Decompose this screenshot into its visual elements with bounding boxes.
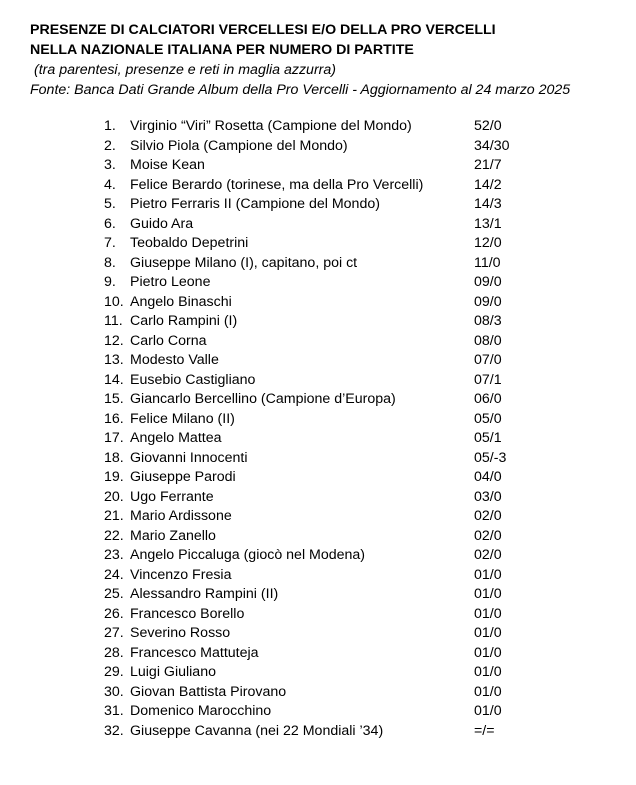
list-item xyxy=(0,137,636,157)
player-rank: 22. xyxy=(104,527,124,544)
player-rank: 10. xyxy=(104,293,124,310)
player-stats: 21/7 xyxy=(474,157,502,173)
player-stats: 05/1 xyxy=(474,430,502,446)
player-stats: 12/0 xyxy=(474,235,502,251)
player-name: Carlo Corna xyxy=(130,332,207,349)
list-item xyxy=(0,156,636,176)
player-name: Giovan Battista Pirovano xyxy=(130,683,287,700)
list-item xyxy=(0,683,636,703)
source-line: Fonte: Banca Dati Grande Album della Pro Vercelli - Aggiornamento al 24 marzo 2025 xyxy=(30,82,571,98)
list-item xyxy=(0,293,636,313)
player-rank: 21. xyxy=(104,508,124,524)
list-item xyxy=(0,117,636,137)
player-name: Giancarlo Bercellino (Campione d’Europa) xyxy=(130,391,396,407)
list-item xyxy=(0,234,636,254)
player-stats: 07/0 xyxy=(474,352,502,368)
player-rank: 3. xyxy=(104,157,116,173)
player-name: Giuseppe Milano (I), capitano, poi ct xyxy=(130,254,358,271)
player-rank: 19. xyxy=(104,469,124,485)
list-item xyxy=(0,332,636,352)
player-stats: 01/0 xyxy=(474,625,502,641)
player-rank: 5. xyxy=(104,196,116,212)
list-item xyxy=(0,312,636,332)
player-stats: 05/-3 xyxy=(474,449,507,466)
list-item xyxy=(0,702,636,722)
player-rank: 1. xyxy=(104,118,116,134)
title-line-1: PRESENZE DI CALCIATORI VERCELLESI E/O DELLA PRO VERCELLI xyxy=(30,22,496,38)
player-stats: 02/0 xyxy=(474,508,502,524)
player-name: Severino Rosso xyxy=(130,625,231,641)
player-rank: 17. xyxy=(104,430,124,446)
player-rank: 6. xyxy=(104,215,116,232)
player-name: Virginio “Viri” Rosetta (Campione del Mondo) xyxy=(130,118,412,134)
player-name: Mario Ardissone xyxy=(130,508,232,524)
player-stats: 01/0 xyxy=(474,664,502,680)
player-stats: 02/0 xyxy=(474,527,502,544)
player-name: Vincenzo Fresia xyxy=(130,566,232,583)
list-item xyxy=(0,605,636,625)
player-stats: 01/0 xyxy=(474,644,502,661)
player-rank: 11. xyxy=(104,313,123,329)
list-item xyxy=(0,566,636,586)
player-rank: 18. xyxy=(104,449,124,466)
player-rank: 14. xyxy=(104,371,124,388)
player-name: Pietro Leone xyxy=(130,274,211,290)
list-item xyxy=(0,273,636,293)
player-stats: 14/3 xyxy=(474,196,502,212)
player-stats: 08/0 xyxy=(474,332,502,349)
player-name: Mario Zanello xyxy=(130,527,216,544)
list-item xyxy=(0,488,636,508)
player-rank: 16. xyxy=(104,410,124,427)
player-stats: 52/0 xyxy=(474,118,502,134)
player-rank: 31. xyxy=(104,703,124,719)
list-item xyxy=(0,585,636,605)
player-name: Angelo Binaschi xyxy=(130,293,232,310)
player-rank: 13. xyxy=(104,352,124,368)
player-rank: 25. xyxy=(104,586,124,602)
player-rank: 20. xyxy=(104,488,124,505)
player-stats: 01/0 xyxy=(474,703,502,719)
player-rank: 15. xyxy=(104,391,124,407)
title-line-2: NELLA NAZIONALE ITALIANA PER NUMERO DI PARTITE xyxy=(30,42,414,58)
player-stats: 03/0 xyxy=(474,488,502,505)
player-name: Alessandro Rampini (II) xyxy=(130,586,279,602)
player-rank: 24. xyxy=(104,566,124,583)
player-rank: 26. xyxy=(104,605,124,622)
subtitle: (tra parentesi, presenze e reti in maglia azzurra) xyxy=(34,62,337,78)
list-item xyxy=(0,371,636,391)
player-stats: 01/0 xyxy=(474,605,502,622)
player-name: Modesto Valle xyxy=(130,352,219,368)
list-item xyxy=(0,410,636,430)
list-item xyxy=(0,195,636,215)
list-item xyxy=(0,215,636,235)
player-name: Carlo Rampini (I) xyxy=(130,313,238,329)
player-rank: 7. xyxy=(104,235,116,251)
player-name: Domenico Marocchino xyxy=(130,703,272,719)
player-name: Luigi Giuliano xyxy=(130,664,216,680)
player-stats: 01/0 xyxy=(474,566,502,583)
list-item xyxy=(0,722,636,742)
list-item xyxy=(0,390,636,410)
list-item xyxy=(0,468,636,488)
player-stats: 01/0 xyxy=(474,586,502,602)
player-name: Francesco Borello xyxy=(130,605,245,622)
player-name: Francesco Mattuteja xyxy=(130,644,259,661)
player-name: Felice Berardo (torinese, ma della Pro Vercelli) xyxy=(130,176,424,193)
players-list xyxy=(0,117,636,741)
list-item xyxy=(0,624,636,644)
player-stats: 09/0 xyxy=(474,293,502,310)
player-stats: 11/0 xyxy=(474,254,501,271)
player-stats: 14/2 xyxy=(474,176,502,193)
player-name: Eusebio Castigliano xyxy=(130,371,256,388)
document-header xyxy=(30,20,620,100)
player-stats: 34/30 xyxy=(474,137,510,154)
player-rank: 12. xyxy=(104,332,124,349)
list-item xyxy=(0,176,636,196)
player-stats: 02/0 xyxy=(474,547,502,563)
player-stats: 04/0 xyxy=(474,469,502,485)
player-rank: 23. xyxy=(104,547,124,563)
list-item xyxy=(0,254,636,274)
player-rank: 8. xyxy=(104,254,116,271)
player-rank: 28. xyxy=(104,644,124,661)
list-item xyxy=(0,663,636,683)
player-name: Guido Ara xyxy=(130,215,194,232)
player-name: Ugo Ferrante xyxy=(130,488,214,505)
player-name: Angelo Piccaluga (giocò nel Modena) xyxy=(130,547,366,563)
list-item xyxy=(0,527,636,547)
player-rank: 30. xyxy=(104,683,124,700)
player-stats: =/= xyxy=(474,722,495,739)
player-rank: 9. xyxy=(104,274,116,290)
player-name: Pietro Ferraris II (Campione del Mondo) xyxy=(130,196,380,212)
list-item xyxy=(0,449,636,469)
list-item xyxy=(0,507,636,527)
player-name: Giuseppe Parodi xyxy=(130,469,236,485)
player-rank: 29. xyxy=(104,664,124,680)
player-stats: 08/3 xyxy=(474,313,502,329)
player-name: Giovanni Innocenti xyxy=(130,449,248,466)
player-stats: 07/1 xyxy=(474,371,502,388)
player-rank: 2. xyxy=(104,137,116,154)
player-rank: 27. xyxy=(104,625,124,641)
player-stats: 09/0 xyxy=(474,274,502,290)
player-stats: 13/1 xyxy=(474,215,502,232)
player-name: Angelo Mattea xyxy=(130,430,222,446)
player-stats: 05/0 xyxy=(474,410,502,427)
list-item xyxy=(0,546,636,566)
player-rank: 4. xyxy=(104,176,116,193)
list-item xyxy=(0,429,636,449)
player-name: Silvio Piola (Campione del Mondo) xyxy=(130,137,348,154)
player-name: Felice Milano (II) xyxy=(130,410,235,427)
player-name: Giuseppe Cavanna (nei 22 Mondiali ’34) xyxy=(130,722,384,739)
player-name: Moise Kean xyxy=(130,157,205,173)
list-item xyxy=(0,351,636,371)
player-stats: 01/0 xyxy=(474,683,502,700)
player-stats: 06/0 xyxy=(474,391,502,407)
player-rank: 32. xyxy=(104,722,124,739)
player-name: Teobaldo Depetrini xyxy=(130,235,249,251)
list-item xyxy=(0,644,636,664)
